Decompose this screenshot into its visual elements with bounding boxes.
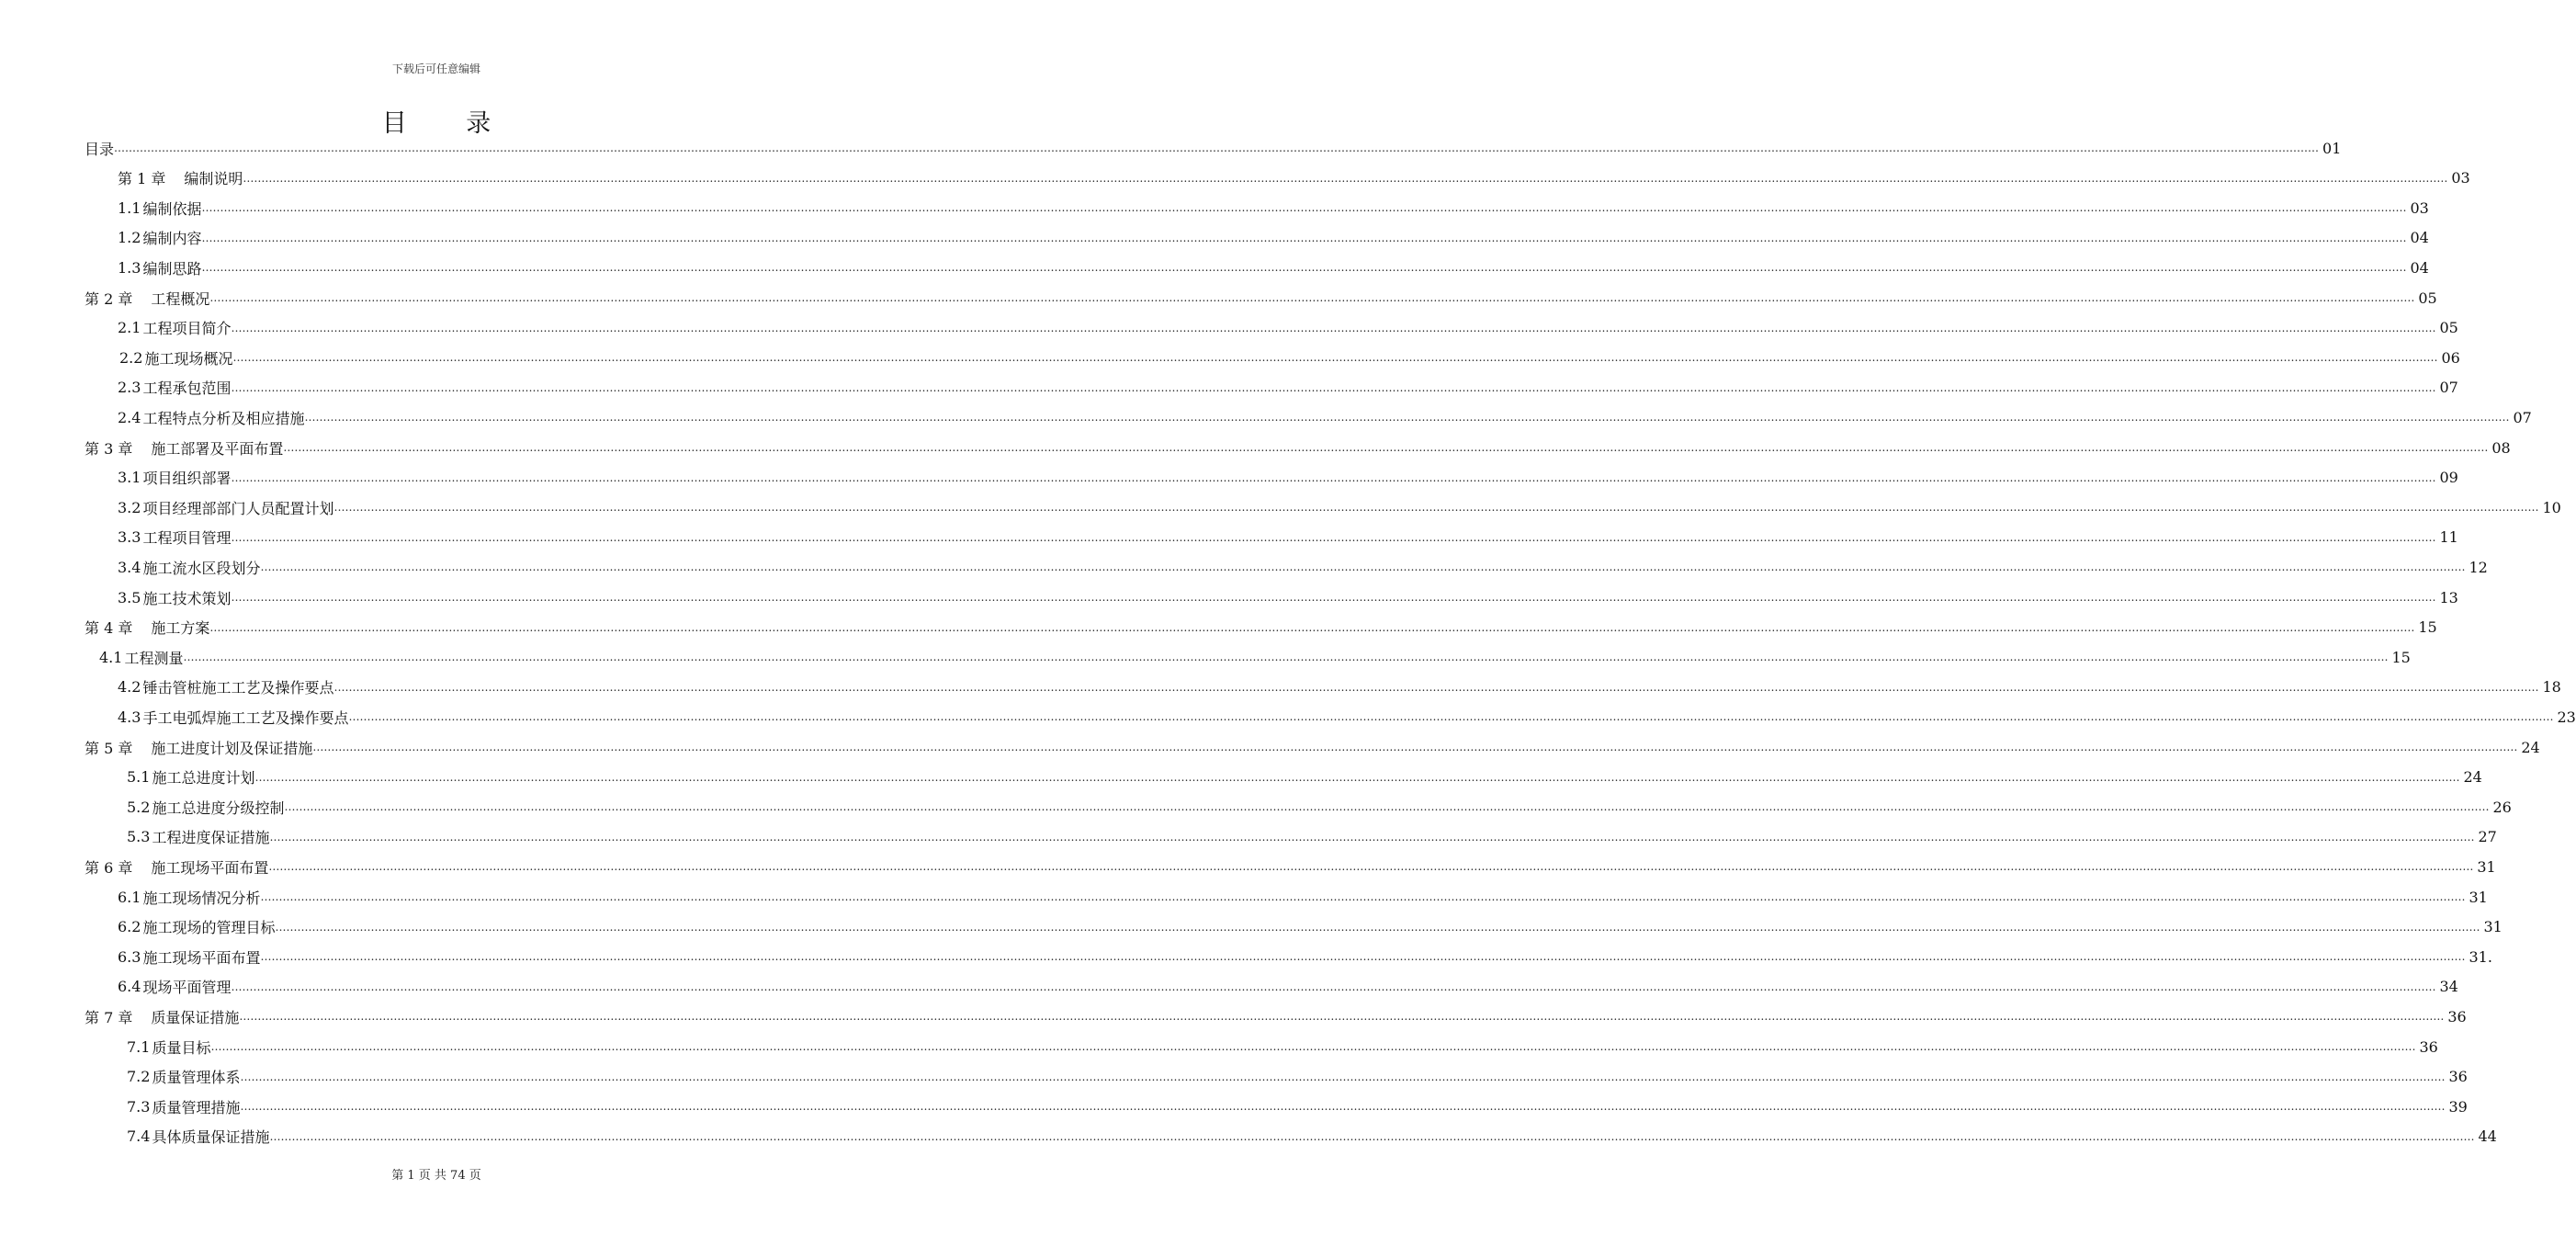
- toc-dot-leader: ……………………………………………………………………………………………………………………………………………………………………………………………………………………………………………………………………………………………………………………………………………………………………………………………………………………………………………………………………………………………………………………………………………………: [333, 680, 2539, 694]
- toc-section-number: 2.1: [118, 319, 141, 337]
- toc-dot-leader: ……………………………………………………………………………………………………………………………………………………………………………………………………………………………………………………………………………………………………………………………………………………………………………………………………………………………………………………………………………………………………………………………………………………: [183, 651, 2389, 664]
- toc-entry[interactable]: [85, 434, 2511, 461]
- toc-entry[interactable]: [118, 254, 2429, 281]
- toc-page-number: 34: [2439, 978, 2458, 996]
- toc-entry-label: 项目组织部署: [142, 470, 232, 488]
- toc-entry[interactable]: [118, 553, 2488, 581]
- toc-page-number: 24: [2463, 768, 2482, 787]
- page-footer: 第 1 页 共 74 页: [391, 1169, 481, 1183]
- toc-entry[interactable]: [118, 314, 2458, 342]
- toc-dot-leader: ……………………………………………………………………………………………………………………………………………………………………………………………………………………………………………………………………………………………………………………………………………………………………………………………………………………………………………………………………………………………………………………………………………………: [231, 980, 2436, 993]
- toc-entry-label: 施工总进度分级控制: [152, 799, 285, 817]
- toc-page-number: 15: [2418, 618, 2437, 637]
- toc-section-number: 3.4: [118, 558, 141, 576]
- page-title: 目 录: [381, 109, 517, 138]
- toc-dot-leader: ……………………………………………………………………………………………………………………………………………………………………………………………………………………………………………………………………………………………………………………………………………………………………………………………………………………………………………………………………………………………………………………………………………………: [269, 830, 2475, 844]
- toc-entry[interactable]: [85, 134, 2342, 162]
- toc-entry-label: 工程进度保证措施: [152, 829, 270, 847]
- toc-entry-label: 手工电弧焊施工工艺及操作要点: [142, 708, 349, 727]
- toc-entry-label: 编制说明: [184, 170, 243, 188]
- toc-chapter-number: 第 1 章: [118, 170, 166, 188]
- toc-section-number: 4.1: [99, 648, 123, 666]
- toc-entry-label: 编制依据: [142, 199, 202, 218]
- toc-page-number: 39: [2448, 1097, 2468, 1116]
- toc-page-number: 05: [2418, 289, 2437, 307]
- page-header: 下载后可任意编辑: [391, 62, 480, 75]
- toc-entry[interactable]: [118, 883, 2488, 911]
- toc-entry-label: 质量保证措施: [151, 1008, 240, 1026]
- toc-section-number: 1.1: [118, 198, 141, 217]
- toc-chapter-number: 第 4 章: [85, 619, 133, 638]
- toc-entry-label: 工程特点分析及相应措施: [142, 409, 305, 427]
- toc-entry[interactable]: [85, 1003, 2467, 1030]
- toc-dot-leader: ……………………………………………………………………………………………………………………………………………………………………………………………………………………………………………………………………………………………………………………………………………………………………………………………………………………………………………………………………………………………………………………………………………………: [260, 890, 2466, 903]
- toc-section-number: 2.2: [119, 348, 143, 367]
- toc-entry[interactable]: [118, 374, 2458, 402]
- toc-page-number: 26: [2492, 798, 2512, 816]
- toc-section-number: 4.3: [118, 708, 141, 726]
- toc-entry-label: 施工技术策划: [142, 589, 232, 607]
- toc-entry-label: 编制内容: [142, 230, 202, 248]
- toc-dot-leader: ……………………………………………………………………………………………………………………………………………………………………………………………………………………………………………………………………………………………………………………………………………………………………………………………………………………………………………………………………………………………………………………………………………………: [231, 321, 2436, 334]
- toc-entry-label: 工程测量: [124, 649, 184, 667]
- toc-entry-label: 施工流水区段划分: [142, 559, 261, 577]
- toc-page-number: 05: [2439, 319, 2458, 337]
- toc-page-number: 44: [2478, 1127, 2497, 1146]
- toc-dot-leader: ……………………………………………………………………………………………………………………………………………………………………………………………………………………………………………………………………………………………………………………………………………………………………………………………………………………………………………………………………………………………………………………………………………………: [312, 741, 2518, 753]
- toc-chapter-number: 第 3 章: [85, 439, 133, 458]
- toc-dot-leader: ……………………………………………………………………………………………………………………………………………………………………………………………………………………………………………………………………………………………………………………………………………………………………………………………………………………………………………………………………………………………………………………………………………………: [201, 261, 2407, 275]
- toc-entry[interactable]: [127, 1033, 2438, 1060]
- toc-entry[interactable]: [127, 793, 2512, 821]
- toc-entry[interactable]: [127, 1093, 2468, 1120]
- toc-section-number: 6.3: [118, 947, 141, 966]
- toc-dot-leader: ……………………………………………………………………………………………………………………………………………………………………………………………………………………………………………………………………………………………………………………………………………………………………………………………………………………………………………………………………………………………………………………………………………………: [254, 770, 2460, 784]
- toc-section-number: 3.1: [118, 469, 141, 487]
- toc-dot-leader: ……………………………………………………………………………………………………………………………………………………………………………………………………………………………………………………………………………………………………………………………………………………………………………………………………………………………………………………………………………………………………………………………………………………: [268, 860, 2474, 874]
- toc-entry-label: 编制思路: [142, 259, 202, 278]
- toc-entry-label: 施工现场的管理目标: [142, 919, 276, 937]
- toc-section-number: 1.2: [118, 229, 141, 247]
- toc-page-number: 09: [2439, 469, 2458, 487]
- toc-page-number: 01: [2322, 139, 2342, 157]
- toc-page-number: 31: [2469, 888, 2488, 906]
- toc-entry-label: 施工方案: [151, 619, 210, 638]
- toc-entry-label: 施工现场情况分析: [142, 889, 261, 907]
- toc-page-number: 03: [2451, 169, 2470, 187]
- toc-entry[interactable]: [118, 493, 2561, 521]
- toc-dot-leader: ……………………………………………………………………………………………………………………………………………………………………………………………………………………………………………………………………………………………………………………………………………………………………………………………………………………………………………………………………………………………………………………………………………………: [260, 561, 2466, 574]
- toc-section-number: 7.1: [127, 1037, 151, 1056]
- toc-chapter-number: 第 7 章: [85, 1008, 133, 1026]
- toc-dot-leader: ……………………………………………………………………………………………………………………………………………………………………………………………………………………………………………………………………………………………………………………………………………………………………………………………………………………………………………………………………………………………………………………………………………………: [114, 142, 2320, 154]
- toc-page-number: 31: [2477, 857, 2496, 876]
- toc-entry-label: 施工现场概况: [144, 349, 233, 368]
- toc-page-number: 31: [2483, 918, 2503, 936]
- toc-dot-leader: ……………………………………………………………………………………………………………………………………………………………………………………………………………………………………………………………………………………………………………………………………………………………………………………………………………………………………………………………………………………………………………………………………………………: [201, 201, 2407, 215]
- toc-entry[interactable]: [118, 973, 2458, 1001]
- toc-page-number: 36: [2447, 1007, 2467, 1025]
- toc-page-number: 18: [2542, 678, 2561, 697]
- toc-section-number: 1.3: [118, 258, 141, 277]
- toc-page-number: 08: [2491, 438, 2511, 457]
- toc-entry[interactable]: [118, 403, 2532, 431]
- toc-page-number: 24: [2521, 738, 2540, 756]
- toc-entry-label: 工程项目简介: [142, 320, 232, 338]
- toc-page-number: 04: [2410, 258, 2429, 277]
- toc-dot-leader: ……………………………………………………………………………………………………………………………………………………………………………………………………………………………………………………………………………………………………………………………………………………………………………………………………………………………………………………………………………………………………………………………………………………: [269, 1129, 2475, 1143]
- toc-page-number: 36: [2448, 1068, 2468, 1086]
- toc-entry-label: 目录: [85, 140, 115, 158]
- toc-entry-label: 工程承包范围: [142, 380, 232, 398]
- toc-dot-leader: ……………………………………………………………………………………………………………………………………………………………………………………………………………………………………………………………………………………………………………………………………………………………………………………………………………………………………………………………………………………………………………………………………………………: [232, 351, 2438, 365]
- toc-dot-leader: ……………………………………………………………………………………………………………………………………………………………………………………………………………………………………………………………………………………………………………………………………………………………………………………………………………………………………………………………………………………………………………………………………………………: [275, 920, 2480, 934]
- toc-dot-leader: ……………………………………………………………………………………………………………………………………………………………………………………………………………………………………………………………………………………………………………………………………………………………………………………………………………………………………………………………………………………………………………………………………………………: [209, 620, 2415, 634]
- toc-entry[interactable]: [85, 853, 2496, 880]
- toc-page-number: 04: [2410, 229, 2429, 247]
- toc-dot-leader: ……………………………………………………………………………………………………………………………………………………………………………………………………………………………………………………………………………………………………………………………………………………………………………………………………………………………………………………………………………………………………………………………………………………: [243, 171, 2448, 185]
- toc-entry-label: 质量管理措施: [152, 1098, 241, 1116]
- toc-section-number: 7.4: [127, 1127, 151, 1146]
- toc-entry[interactable]: [118, 194, 2429, 221]
- toc-dot-leader: ……………………………………………………………………………………………………………………………………………………………………………………………………………………………………………………………………………………………………………………………………………………………………………………………………………………………………………………………………………………………………………………………………………………: [210, 1040, 2416, 1053]
- toc-entry-label: 工程项目管理: [142, 529, 232, 548]
- toc-dot-leader: ……………………………………………………………………………………………………………………………………………………………………………………………………………………………………………………………………………………………………………………………………………………………………………………………………………………………………………………………………………………………………………………………………………………: [231, 591, 2436, 604]
- toc-chapter-number: 第 5 章: [85, 739, 133, 757]
- toc-entry-label: 项目经理部部门人员配置计划: [142, 499, 334, 517]
- toc-section-number: 5.1: [127, 768, 151, 787]
- toc-entry-label: 锤击管桩施工工艺及操作要点: [142, 679, 334, 697]
- toc-entry[interactable]: [118, 674, 2561, 701]
- toc-entry[interactable]: [85, 733, 2540, 761]
- toc-dot-leader: ……………………………………………………………………………………………………………………………………………………………………………………………………………………………………………………………………………………………………………………………………………………………………………………………………………………………………………………………………………………………………………………………………………………: [333, 501, 2539, 515]
- toc-entry[interactable]: [127, 764, 2482, 791]
- toc-entry[interactable]: [127, 823, 2497, 851]
- toc-entry[interactable]: [119, 344, 2460, 371]
- toc-dot-leader: ……………………………………………………………………………………………………………………………………………………………………………………………………………………………………………………………………………………………………………………………………………………………………………………………………………………………………………………………………………………………………………………………………………………: [284, 800, 2490, 814]
- toc-dot-leader: ……………………………………………………………………………………………………………………………………………………………………………………………………………………………………………………………………………………………………………………………………………………………………………………………………………………………………………………………………………………………………………………………………………………: [231, 380, 2436, 394]
- toc-chapter-number: 第 6 章: [85, 858, 133, 877]
- toc-page-number: 31.: [2469, 947, 2492, 966]
- toc-section-number: 2.3: [118, 379, 141, 397]
- toc-page-number: 15: [2391, 648, 2411, 666]
- toc-page-number: 36: [2419, 1037, 2438, 1056]
- toc-dot-leader: ……………………………………………………………………………………………………………………………………………………………………………………………………………………………………………………………………………………………………………………………………………………………………………………………………………………………………………………………………………………………………………………………………………………: [283, 441, 2489, 454]
- toc-entry-label: 施工总进度计划: [152, 769, 255, 787]
- toc-dot-leader: ……………………………………………………………………………………………………………………………………………………………………………………………………………………………………………………………………………………………………………………………………………………………………………………………………………………………………………………………………………………………………………………………………………………: [240, 1070, 2446, 1083]
- toc-dot-leader: ……………………………………………………………………………………………………………………………………………………………………………………………………………………………………………………………………………………………………………………………………………………………………………………………………………………………………………………………………………………………………………………………………………………: [201, 231, 2407, 244]
- toc-chapter-number: 第 2 章: [85, 289, 133, 308]
- toc-section-number: 3.3: [118, 528, 141, 547]
- toc-page-number: 13: [2439, 588, 2458, 606]
- toc-page-number: 23: [2557, 708, 2576, 726]
- toc-dot-leader: ……………………………………………………………………………………………………………………………………………………………………………………………………………………………………………………………………………………………………………………………………………………………………………………………………………………………………………………………………………………………………………………………………………………: [304, 411, 2510, 425]
- toc-dot-leader: ……………………………………………………………………………………………………………………………………………………………………………………………………………………………………………………………………………………………………………………………………………………………………………………………………………………………………………………………………………………………………………………………………………………: [260, 950, 2466, 964]
- toc-dot-leader: ……………………………………………………………………………………………………………………………………………………………………………………………………………………………………………………………………………………………………………………………………………………………………………………………………………………………………………………………………………………………………………………………………………………: [240, 1100, 2446, 1114]
- toc-entry-label: 施工现场平面布置: [151, 858, 269, 877]
- toc-entry[interactable]: [85, 284, 2437, 312]
- toc-section-number: 7.2: [127, 1068, 151, 1086]
- toc-section-number: 6.2: [118, 918, 141, 936]
- toc-dot-leader: ……………………………………………………………………………………………………………………………………………………………………………………………………………………………………………………………………………………………………………………………………………………………………………………………………………………………………………………………………………………………………………………………………………………: [231, 470, 2436, 484]
- toc-page-number: 07: [2513, 408, 2532, 426]
- toc-page-number: 11: [2439, 528, 2458, 547]
- toc-entry-label: 施工进度计划及保证措施: [151, 739, 313, 757]
- toc-dot-leader: ……………………………………………………………………………………………………………………………………………………………………………………………………………………………………………………………………………………………………………………………………………………………………………………………………………………………………………………………………………………………………………………………………………………: [239, 1010, 2445, 1024]
- toc-entry[interactable]: [99, 643, 2411, 671]
- toc-entry-label: 施工部署及平面布置: [151, 439, 284, 458]
- toc-section-number: 3.5: [118, 588, 141, 606]
- toc-page-number: 27: [2478, 828, 2497, 846]
- toc-entry-label: 工程概况: [151, 289, 210, 308]
- toc-page-number: 10: [2542, 498, 2561, 516]
- toc-entry[interactable]: [118, 943, 2492, 970]
- toc-dot-leader: ……………………………………………………………………………………………………………………………………………………………………………………………………………………………………………………………………………………………………………………………………………………………………………………………………………………………………………………………………………………………………………………………………………………: [231, 530, 2436, 544]
- toc-page-number: 07: [2439, 379, 2458, 397]
- toc-entry[interactable]: [118, 703, 2576, 731]
- toc-page-number: 12: [2469, 558, 2488, 576]
- toc-entry[interactable]: [127, 1123, 2497, 1150]
- toc-entry[interactable]: [118, 464, 2458, 492]
- toc-entry-label: 质量管理体系: [152, 1069, 241, 1087]
- toc-page-number: 06: [2441, 348, 2460, 367]
- toc-entry[interactable]: [85, 614, 2437, 641]
- toc-section-number: 2.4: [118, 408, 141, 426]
- toc-section-number: 7.3: [127, 1097, 151, 1116]
- toc-dot-leader: ……………………………………………………………………………………………………………………………………………………………………………………………………………………………………………………………………………………………………………………………………………………………………………………………………………………………………………………………………………………………………………………………………………………: [348, 710, 2554, 724]
- toc-entry-label: 施工现场平面布置: [142, 948, 261, 967]
- toc-entry-label: 质量目标: [152, 1038, 211, 1057]
- toc-section-number: 3.2: [118, 498, 141, 516]
- toc-entry-label: 具体质量保证措施: [152, 1128, 270, 1147]
- toc-entry[interactable]: [118, 524, 2458, 551]
- toc-section-number: 4.2: [118, 678, 141, 697]
- toc-entry[interactable]: [118, 164, 2470, 192]
- toc-entry[interactable]: [118, 224, 2429, 252]
- toc-entry-label: 现场平面管理: [142, 979, 232, 997]
- toc-section-number: 6.1: [118, 888, 141, 906]
- toc-section-number: 5.2: [127, 798, 151, 816]
- toc-section-number: 5.3: [127, 828, 151, 846]
- toc-dot-leader: ……………………………………………………………………………………………………………………………………………………………………………………………………………………………………………………………………………………………………………………………………………………………………………………………………………………………………………………………………………………………………………………………………………………: [209, 291, 2415, 304]
- toc-entry[interactable]: [118, 913, 2503, 941]
- toc-section-number: 6.4: [118, 978, 141, 996]
- toc-entry[interactable]: [118, 584, 2458, 611]
- toc-entry[interactable]: [127, 1063, 2468, 1091]
- toc-page-number: 03: [2410, 198, 2429, 217]
